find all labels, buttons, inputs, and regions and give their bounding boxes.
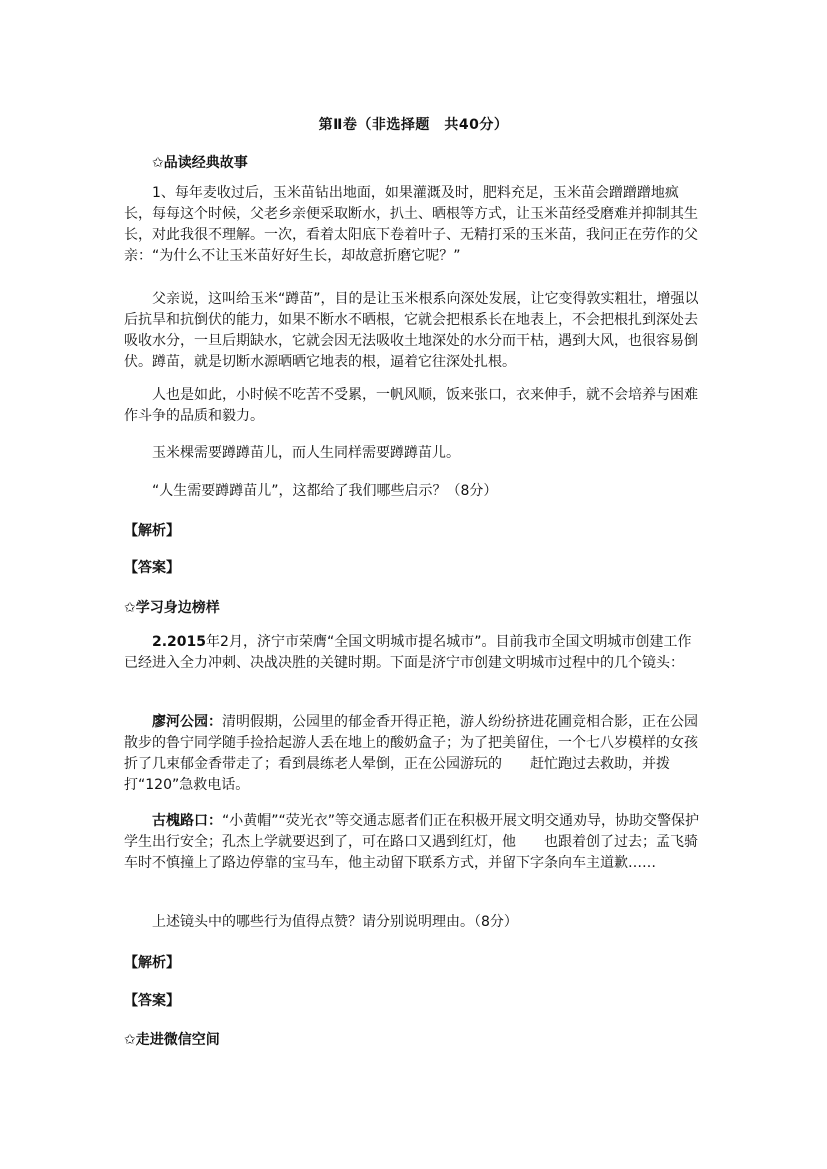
- story-paragraph-4-text: 玉米棵需要蹲蹲苗儿，而人生同样需要蹲蹲苗儿。: [152, 445, 460, 461]
- role-model-intro-text: 年2月，济宁市荣膺“全国文明城市提名城市”。目前我市全国文明城市创建工作已经进入全力冲刺、决战决胜的关键时期。下面是济宁市创建文明城市过程中的几个镜头：: [124, 634, 692, 671]
- scene-1-label: 廖河公园：: [152, 714, 222, 730]
- scene-2-label: 古槐路口：: [152, 813, 222, 829]
- section-heading-classic-story: ✩品读经典故事: [152, 155, 248, 171]
- answer-label-1: 【答案】: [124, 560, 180, 576]
- question-1: [124, 481, 704, 502]
- question-2-text: 上述镜头中的哪些行为值得点赞？请分别说明理由。（8分）: [152, 914, 518, 930]
- story-paragraph-2-text: 父亲说，这叫给玉米“蹲苗”，目的是让玉米根系向深处发展，让它变得敦实粗壮，增强以后抗旱和抗倒伏的能力，如果不断水不晒根，它就会把根系长在地表上，不会把根扎到深处去吸收水分，一旦后期缺水，它就会因无法吸收土地深处的水分而干枯，遇到大风，也很容易倒伏。蹲苗，就是切断水源晒晒它地表的根，逼着它往深处扎根。: [124, 291, 699, 370]
- role-model-intro-lead: 2.2015: [152, 634, 207, 650]
- scene-2-text: “小黄帽”“荧光衣”等交通志愿者们正在积极开展文明交通劝导，协助交警保护学生出行安全；孔杰上学就要迟到了，可在路口又遇到红灯，他 也跟着创了过去；孟飞骑车时不慎撞上了路边停靠的宝马车，他主动留下联系方式，并留下字条向车主道歉……: [124, 813, 700, 871]
- scene-2-paragraph: [124, 811, 704, 874]
- story-paragraph-3: [124, 385, 704, 427]
- analysis-label-2: 【解析】: [124, 955, 180, 971]
- story-paragraph-3-text: 人也是如此，小时候不吃苦不受累，一帆风顺，饭来张口，衣来伸手，就不会培养与困难作斗争的品质和毅力。: [124, 387, 698, 424]
- question-2: [124, 912, 704, 933]
- scene-1-paragraph: [124, 712, 704, 796]
- role-model-intro: [124, 632, 704, 674]
- section-heading-role-models: ✩学习身边榜样: [124, 600, 220, 616]
- section-heading-wechat-space: ✩走进微信空间: [124, 1032, 220, 1048]
- story-paragraph-1-text: 1、每年麦收过后，玉米苗钻出地面，如果灌溉及时，肥料充足，玉米苗会蹭蹭蹭地疯长，每每这个时候，父老乡亲便采取断水，扒土、晒根等方式，让玉米苗经受磨难并抑制其生长，对此我很不理解。一次，看着太阳底下卷着叶子、无精打采的玉米苗，我问正在劳作的父亲：“为什么不让玉米苗好好生长，却故意折磨它呢？”: [124, 185, 698, 264]
- story-paragraph-1: [124, 183, 704, 267]
- analysis-label-1: 【解析】: [124, 523, 180, 539]
- question-1-text: “人生需要蹲蹲苗儿”，这都给了我们哪些启示？（8分）: [152, 483, 498, 499]
- answer-label-2: 【答案】: [124, 993, 180, 1009]
- story-paragraph-2: [124, 289, 704, 373]
- scene-1-text: 清明假期，公园里的郁金香开得正艳，游人纷纷挤进花圃竞相合影，正在公园散步的鲁宁同学随手捡拾起游人丢在地上的酸奶盒子；为了把美留住，一个七八岁模样的女孩折了几束郁金香带走了；看到晨练老人晕倒，正在公园游玩的 赶忙跑过去救助，并拨打“120”急救电话。: [124, 714, 698, 793]
- page-title: 第Ⅱ卷（非选择题 共40分）: [318, 117, 509, 133]
- story-paragraph-4: [124, 443, 704, 464]
